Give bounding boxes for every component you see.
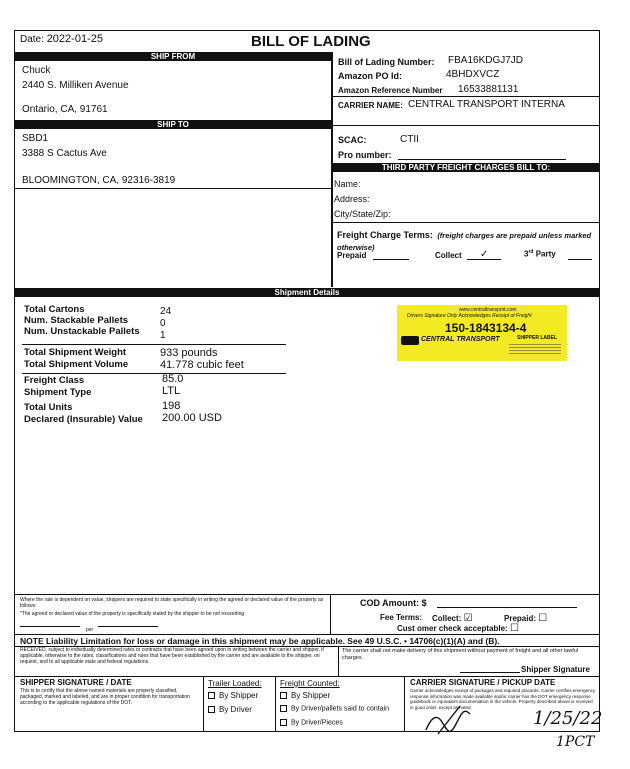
total-weight-label: Total Shipment Weight: [24, 347, 127, 358]
ref-divider-1: [332, 96, 600, 97]
total-units-label: Total Units: [24, 402, 73, 413]
shipment-divider-1: [22, 344, 286, 345]
carrier-pro-number: 150-1843134-4: [445, 321, 527, 335]
signature-divider-2: [275, 676, 276, 732]
declared-value-label: Declared (Insurable) Value: [24, 413, 143, 425]
ship-from-heading: SHIP FROM: [15, 52, 331, 61]
shipper-certification: This is to certify that the above named materials are properly classified, packaged, marked and labeled, and are in proper condition for transportation according to the applicable regulations of the DOT.: [20, 688, 190, 706]
trailer-by-driver-label: By Driver: [219, 705, 252, 714]
shipper-signature-line: [460, 672, 520, 673]
fc-by-shipper-label: By Shipper: [291, 691, 331, 700]
carrier-signature: [420, 700, 480, 740]
carrier-note: Drivers Signature Only Acknowledges Receipt of Freight: [407, 313, 532, 319]
carrier-acknowledgement: Carrier acknowledges receipt of packages and required placards. Carrier certifies emergency response information was made available and/or carrier has the DOT emergency response guidebook or equivalent documentation in the vehicle. Property described above is received in good order, except as noted.: [410, 688, 596, 710]
carrier-name-value: CENTRAL TRANSPORT INTERNA: [408, 99, 565, 110]
shipment-group-3-values: [162, 374, 222, 424]
shipment-type-value: LTL: [162, 384, 181, 397]
carrier-delivery-text: The carrier shall not make delivery of this shipment without payment of freight and all other lawful charges.: [342, 648, 579, 661]
total-weight-value: 933 pounds: [160, 347, 218, 359]
customer-check-label: Cust omer check acceptable:: [397, 624, 508, 633]
stackable-pallets-value: 0: [160, 318, 166, 329]
document-title: BILL OF LADING: [251, 33, 371, 50]
total-cartons-value: 24: [160, 306, 172, 317]
ship-from-name: Chuck: [22, 65, 51, 76]
rate-note-1: Where the rate is dependent on value, shippers are required to state specifically in writing the agreed or declared value of the property as follows:: [20, 597, 324, 609]
collect-option[interactable]: [435, 249, 489, 260]
fc-by-shipper-option[interactable]: [280, 691, 330, 700]
total-units-value: 198: [162, 400, 181, 412]
carrier-pro-label: [397, 305, 567, 361]
shipment-group-1: [24, 304, 140, 337]
trailer-by-shipper-option[interactable]: [208, 691, 258, 700]
shipment-group-3: [24, 375, 143, 425]
liability-note: NOTE Liability Limitation for loss or damage in this shipment may be applicable. See 49 U.S.C. • 14706(c)(1)(A) and (B).: [20, 636, 500, 646]
fee-prepaid-checkbox[interactable]: ☐: [538, 613, 548, 624]
po-id-value: 4BHDXVCZ: [446, 69, 500, 80]
ship-to-divider: [15, 188, 331, 189]
fc-by-driver-pieces-option[interactable]: [280, 719, 343, 726]
footer-divider-2: [338, 646, 339, 676]
prepaid-line: [373, 259, 409, 260]
ship-from-city: Ontario, CA, 91761: [22, 104, 108, 115]
signature-divider-3: [404, 676, 405, 732]
declared-value-value: 200.00 USD: [162, 411, 222, 424]
prepaid-option[interactable]: [337, 251, 366, 260]
shipment-type-label: Shipment Type: [24, 386, 92, 398]
ship-to-heading: SHIP TO: [15, 120, 331, 129]
stackable-pallets-label: Num. Stackable Pallets: [24, 315, 129, 326]
third-party-divider: [332, 222, 600, 223]
freight-counted-label: Freight Counted:: [280, 679, 340, 688]
customer-check-checkbox[interactable]: ☐: [509, 623, 519, 634]
cod-amount-line: [437, 607, 577, 608]
trailer-loaded-label: Trailer Loaded:: [208, 679, 262, 688]
shipper-label-tag: SHIPPER LABEL: [517, 335, 558, 341]
freight-terms-note: (freight charges are prepaid unless marked otherwise): [337, 231, 592, 252]
ship-to-name: SBD1: [22, 133, 49, 144]
bol-number-label: Bill of Lading Number:: [338, 57, 435, 67]
bol-number-value: FBA16KDGJ7JD: [448, 55, 524, 66]
third-label: 3: [524, 249, 529, 259]
shipment-divider-2: [22, 373, 286, 374]
ship-from-address: 2440 S. Milliken Avenue: [22, 80, 129, 91]
unstackable-pallets-label: Num. Unstackable Pallets: [24, 326, 140, 337]
third-sup: rd: [528, 249, 534, 255]
trailer-by-shipper-label: By Shipper: [219, 691, 259, 700]
customer-check-option[interactable]: [397, 623, 519, 634]
po-id-label: Amazon PO Id:: [338, 71, 403, 81]
pro-number-label: Pro number:: [338, 150, 392, 160]
shipper-signature-heading: SHIPPER SIGNATURE / DATE: [20, 678, 132, 687]
shipment-group-2: [24, 347, 128, 371]
ship-to-address: 3388 S Cactus Ave: [22, 148, 107, 159]
per-line: [98, 626, 158, 627]
third-party-city-label: City/State/Zip:: [334, 209, 391, 219]
prepaid-label: Prepaid: [337, 251, 367, 260]
value-line: [20, 626, 80, 627]
liability-top-line: [15, 634, 599, 635]
date-label: Date:: [20, 34, 44, 45]
third-party-line: [568, 259, 592, 260]
fee-terms-label: Fee Terms:: [380, 613, 423, 622]
third-party-heading: THIRD PARTY FREIGHT CHARGES BILL TO:: [332, 163, 600, 172]
third-party-name-label: Name:: [334, 179, 361, 189]
signature-divider-1: [203, 676, 204, 732]
fc-by-driver-pallets-label: By Driver/pallets said to contain: [291, 705, 390, 713]
pickup-date-handwritten: 1/25/22: [533, 708, 603, 729]
footer-divider-1: [330, 594, 331, 634]
label-fine-print: [509, 342, 561, 354]
footer-top-line: [15, 594, 599, 595]
received-text: RECEIVED, subject to individually determined rates or contracts that have been agreed upon in writing between the carrier and shipper, if applicable, otherwise to the rates, classifications and rules that have been established by the carrier and are available to the shipper, on request, and to all applicable state and federal regulations.: [20, 647, 324, 665]
carrier-name-label: CARRIER NAME:: [338, 101, 403, 110]
fc-by-driver-pieces-label: By Driver/Pieces: [291, 719, 343, 727]
freight-class-value: 85.0: [162, 373, 184, 385]
shipment-group-1-values: [160, 306, 171, 342]
fc-by-shipper-checkbox[interactable]: [280, 692, 287, 699]
ref-divider-2: [332, 125, 600, 126]
third-party-address-label: Address:: [334, 194, 370, 204]
total-volume-label: Total Shipment Volume: [24, 359, 129, 370]
fee-collect-label: Collect:: [432, 614, 462, 623]
fee-prepaid-label: Prepaid:: [504, 614, 537, 623]
shipment-group-2-values: [160, 347, 244, 371]
freight-class-label: Freight Class: [24, 375, 85, 386]
shipment-details-heading: Shipment Details: [15, 288, 599, 297]
pro-number-line: [398, 159, 566, 160]
date-value: 2022-01-25: [46, 33, 103, 45]
total-cartons-label: Total Cartons: [24, 304, 85, 315]
trailer-by-shipper-checkbox[interactable]: [208, 692, 215, 699]
pallet-count-handwritten: 1PCT: [556, 734, 595, 750]
cod-amount-label: COD Amount: $: [360, 598, 427, 608]
fc-by-driver-pallets-option[interactable]: [280, 705, 389, 712]
collect-label: Collect: [435, 251, 462, 260]
third-party-option[interactable]: [524, 249, 556, 259]
carrier-url: www.centraltransport.com: [459, 307, 517, 313]
unstackable-pallets-value: 1: [160, 330, 166, 341]
trailer-by-driver-option[interactable]: [208, 705, 252, 714]
fc-by-driver-pallets-checkbox[interactable]: [280, 705, 287, 712]
scac-value: CTII: [400, 134, 419, 145]
third-party-label: Party: [535, 249, 556, 259]
truck-icon: [401, 336, 419, 345]
reference-number-value: 16533881131: [458, 84, 519, 95]
carrier-signature-heading: CARRIER SIGNATURE / PICKUP DATE: [410, 678, 556, 687]
ship-to-city: BLOOMINGTON, CA, 92316-3819: [22, 175, 176, 186]
freight-terms-label: Freight Charge Terms:: [337, 230, 433, 240]
reference-number-label: Amazon Reference Number: [338, 86, 443, 95]
rate-note-2: "The agreed or declared value of the property is specifically stated by the shipper to be not exceeding: [20, 611, 245, 617]
collect-check-mark: ✓: [480, 249, 489, 260]
signature-top-line: [15, 676, 599, 677]
fc-by-driver-pieces-checkbox[interactable]: [280, 719, 287, 726]
fee-collect-checkbox[interactable]: ☑: [463, 613, 473, 624]
per-label: per: [86, 627, 94, 633]
total-volume-value: 41.778 cubic feet: [160, 359, 244, 371]
shipper-signature-label: Shipper Signature: [521, 665, 590, 674]
scac-label: SCAC:: [338, 135, 367, 145]
trailer-by-driver-checkbox[interactable]: [208, 706, 215, 713]
carrier-brand: CENTRAL TRANSPORT: [421, 336, 500, 343]
